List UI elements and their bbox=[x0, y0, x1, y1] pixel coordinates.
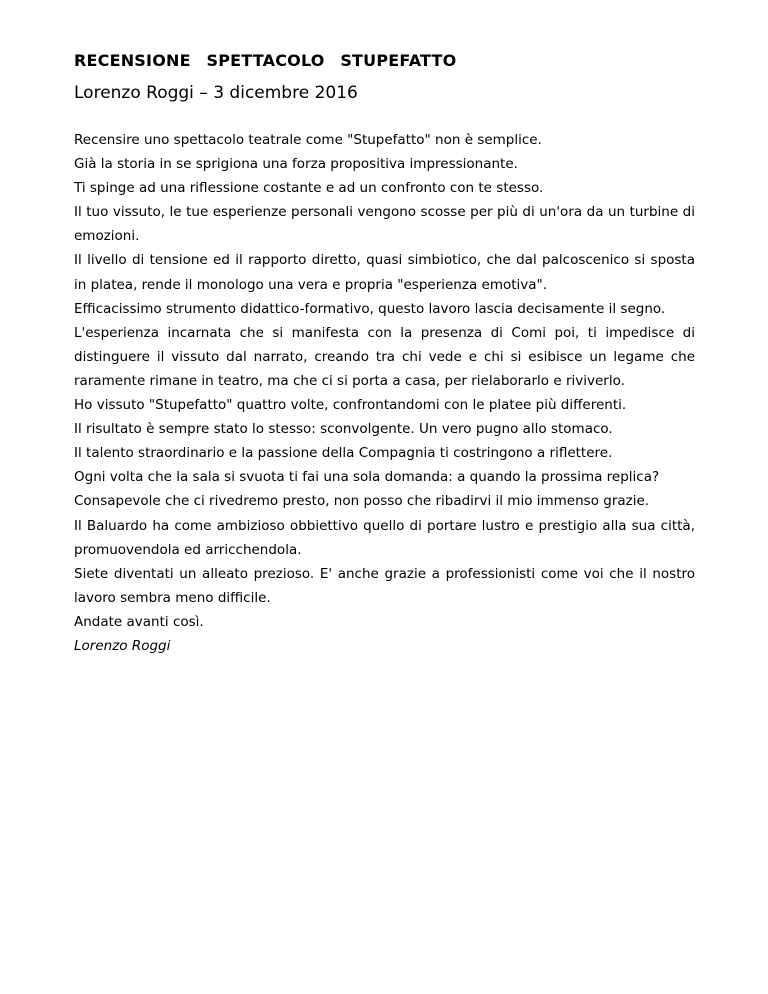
paragraph: Siete diventati un alleato prezioso. E' anche grazie a professionisti come voi che il nostro lavoro sembra meno difficile. bbox=[74, 565, 695, 606]
paragraph: Consapevole che ci rivedremo presto, non posso che ribadirvi il mio immenso grazie. bbox=[74, 493, 650, 510]
paragraph: Il livello di tensione ed il rapporto diretto, quasi simbiotico, che dal palcoscenico si sposta in platea, rende il monologo una vera e propria "esperienza emotiva". bbox=[74, 252, 695, 293]
paragraph: Ogni volta che la sala si svuota ti fai una sola domanda: a quando la prossima replica? bbox=[74, 469, 660, 486]
paragraph: Il talento straordinario e la passione della Compagnia ti costringono a riflettere. bbox=[74, 445, 613, 462]
signature: Lorenzo Roggi bbox=[74, 637, 171, 654]
document-page bbox=[74, 50, 695, 658]
document-title: RECENSIONE SPETTACOLO STUPEFATTO bbox=[74, 51, 457, 70]
paragraph: Ti spinge ad una riflessione costante e ad un confronto con te stesso. bbox=[74, 180, 544, 197]
paragraph: Già la storia in se sprigiona una forza propositiva impressionante. bbox=[74, 156, 518, 173]
paragraph: Il risultato è sempre stato lo stesso: sconvolgente. Un vero pugno allo stomaco. bbox=[74, 421, 613, 438]
document-body bbox=[74, 128, 695, 658]
paragraph: Ho vissuto "Stupefatto" quattro volte, confrontandomi con le platee più differenti. bbox=[74, 397, 627, 414]
paragraph: Il tuo vissuto, le tue esperienze personali vengono scosse per più di un'ora da un turbine di emozioni. bbox=[74, 204, 695, 245]
paragraph: Andate avanti così. bbox=[74, 613, 204, 630]
paragraph: Recensire uno spettacolo teatrale come "Stupefatto" non è semplice. bbox=[74, 132, 542, 148]
paragraph: Il Baluardo ha come ambizioso obbiettivo quello di portare lustro e prestigio alla sua città, promuovendola ed arricchendola. bbox=[74, 517, 695, 558]
document-byline: Lorenzo Roggi – 3 dicembre 2016 bbox=[74, 83, 358, 103]
paragraph: L'esperienza incarnata che si manifesta con la presenza di Comi poi, ti impedisce di distinguere il vissuto dal narrato, creando tra chi vede e chi si esibisce un legame che raramente rimane in teatro, ma che ci si porta a casa, per rielaborarlo e riviverlo. bbox=[74, 324, 695, 389]
paragraph: Efficacissimo strumento didattico-formativo, questo lavoro lascia decisamente il segno. bbox=[74, 300, 666, 317]
